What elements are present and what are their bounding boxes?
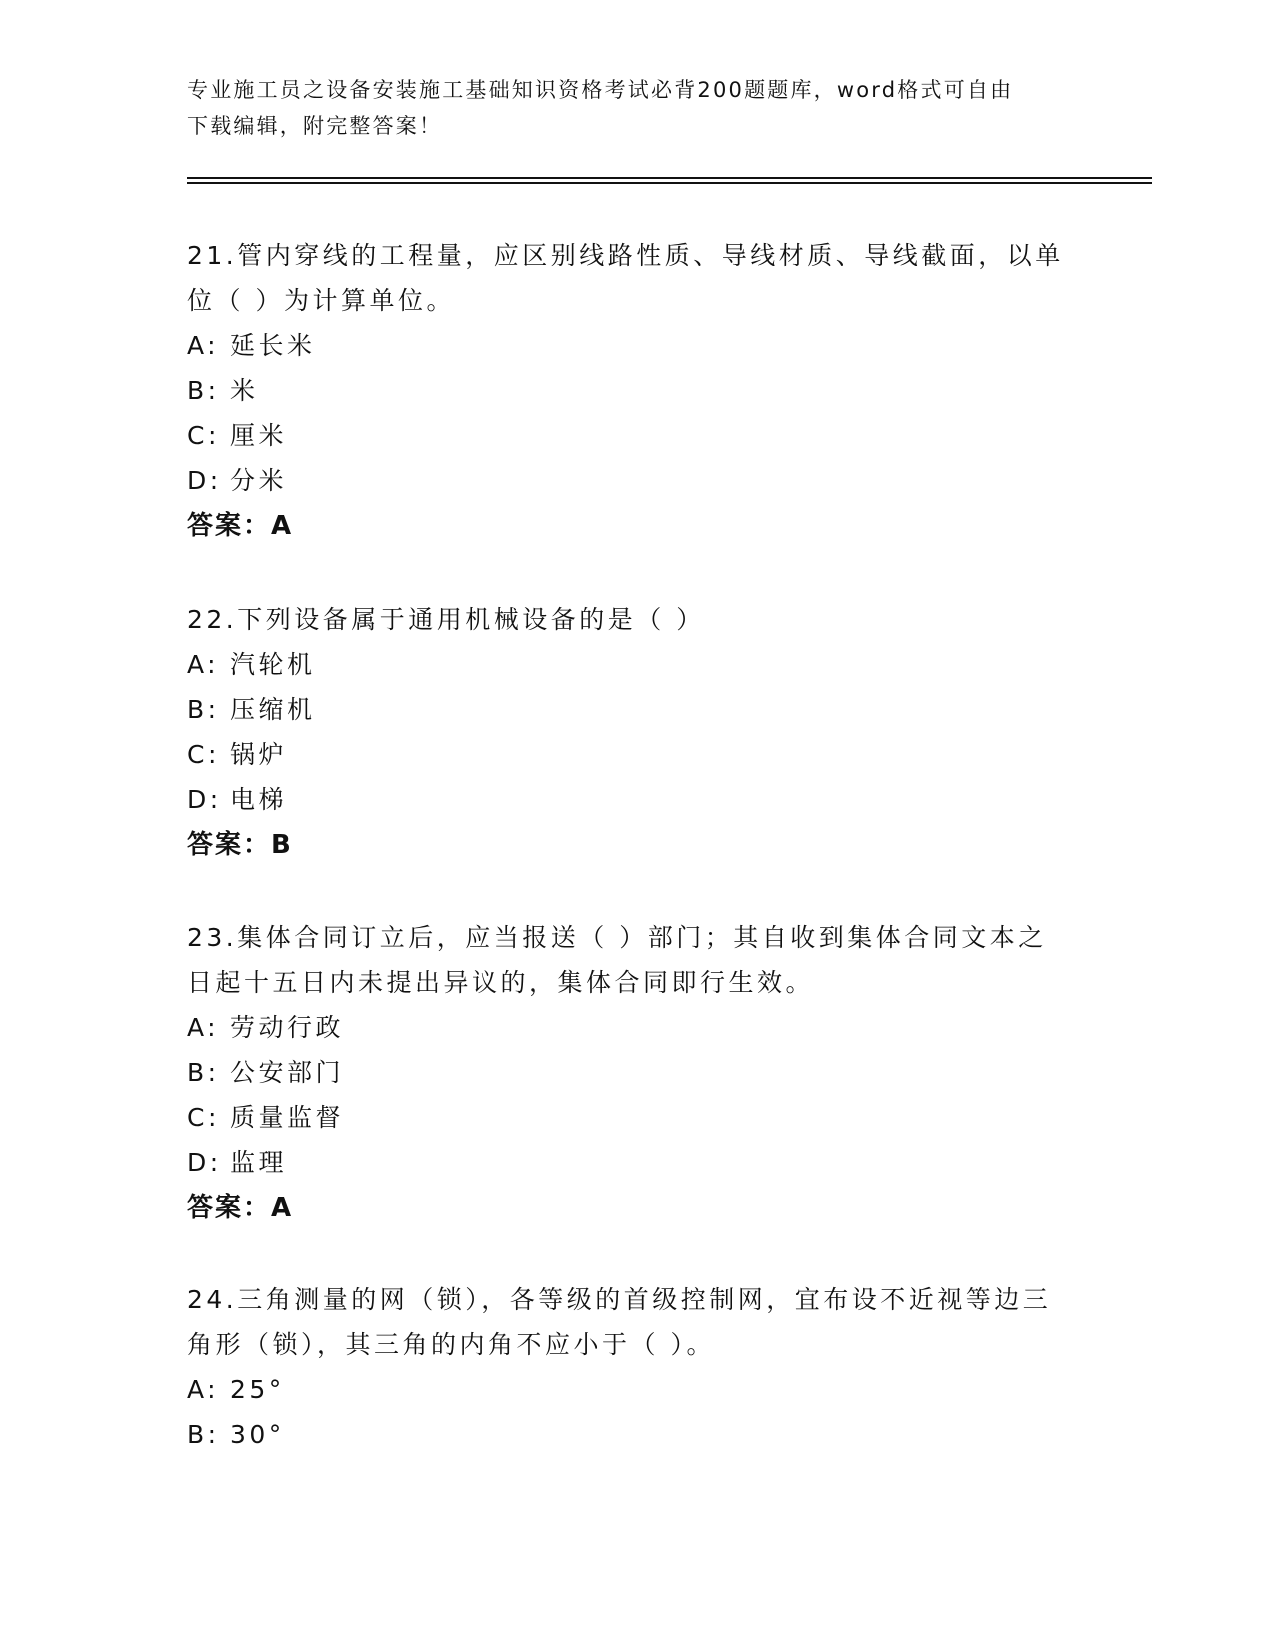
- option-a: [187, 323, 1087, 368]
- option-letter: B:: [187, 695, 220, 724]
- option-letter: B:: [187, 1058, 220, 1087]
- answer-line: 答案：A: [187, 1193, 294, 1223]
- option-letter: C:: [187, 421, 220, 450]
- option-b: [187, 1412, 1087, 1457]
- question-stem-line: 日起十五日内未提出异议的，集体合同即行生效。: [187, 968, 815, 997]
- option-letter: C:: [187, 740, 220, 769]
- question-stem-line: 21.管内穿线的工程量，应区别线路性质、导线材质、导线截面，以单: [187, 241, 1064, 270]
- question-stem-line: 角形（锁），其三角的内角不应小于（ ）。: [187, 1330, 715, 1359]
- option-c: [187, 413, 1087, 458]
- option-d: [187, 1140, 1087, 1185]
- header-divider-bottom: [187, 182, 1152, 184]
- option-letter: A:: [187, 1375, 220, 1404]
- option-text: 25°: [230, 1375, 285, 1404]
- option-text: 劳动行政: [230, 1013, 345, 1042]
- option-text: 30°: [230, 1420, 285, 1449]
- option-b: [187, 1050, 1087, 1095]
- option-letter: C:: [187, 1103, 220, 1132]
- option-text: 公安部门: [230, 1058, 345, 1087]
- option-letter: A:: [187, 1013, 220, 1042]
- option-text: 监理: [230, 1148, 288, 1177]
- option-d: [187, 458, 1087, 503]
- question-stem-line: 23.集体合同订立后，应当报送（ ）部门；其自收到集体合同文本之: [187, 923, 1047, 952]
- question-22: [187, 597, 1087, 868]
- header-line-1: 专业施工员之设备安装施工基础知识资格考试必背200题题库，word格式可自由: [187, 78, 1014, 102]
- option-d: [187, 777, 1087, 822]
- option-a: [187, 642, 1087, 687]
- option-text: 电梯: [230, 785, 288, 814]
- option-text: 质量监督: [230, 1103, 345, 1132]
- answer-line: 答案：B: [187, 830, 293, 860]
- header-line-2: 下载编辑，附完整答案！: [187, 114, 443, 138]
- question-24: [187, 1277, 1087, 1457]
- option-text: 锅炉: [230, 740, 288, 769]
- option-text: 厘米: [230, 421, 288, 450]
- question-stem-line: 24.三角测量的网（锁），各等级的首级控制网，宜布设不近视等边三: [187, 1285, 1052, 1314]
- option-b: [187, 687, 1087, 732]
- answer-line: 答案：A: [187, 511, 294, 541]
- option-text: 延长米: [230, 331, 316, 360]
- option-letter: D:: [187, 785, 222, 814]
- option-letter: B:: [187, 1420, 220, 1449]
- question-stem-line: 位（ ）为计算单位。: [187, 286, 455, 315]
- document-header: [187, 72, 1087, 144]
- option-a: [187, 1367, 1087, 1412]
- option-letter: B:: [187, 376, 220, 405]
- option-c: [187, 732, 1087, 777]
- option-a: [187, 1005, 1087, 1050]
- question-21: [187, 233, 1087, 549]
- header-divider-top: [187, 177, 1152, 179]
- option-text: 压缩机: [230, 695, 316, 724]
- option-letter: A:: [187, 650, 220, 679]
- option-b: [187, 368, 1087, 413]
- option-c: [187, 1095, 1087, 1140]
- question-23: [187, 915, 1087, 1231]
- option-text: 分米: [230, 466, 288, 495]
- option-text: 米: [230, 376, 259, 405]
- option-text: 汽轮机: [230, 650, 316, 679]
- option-letter: D:: [187, 466, 222, 495]
- option-letter: D:: [187, 1148, 222, 1177]
- option-letter: A:: [187, 331, 220, 360]
- question-stem-line: 22.下列设备属于通用机械设备的是（ ）: [187, 605, 705, 634]
